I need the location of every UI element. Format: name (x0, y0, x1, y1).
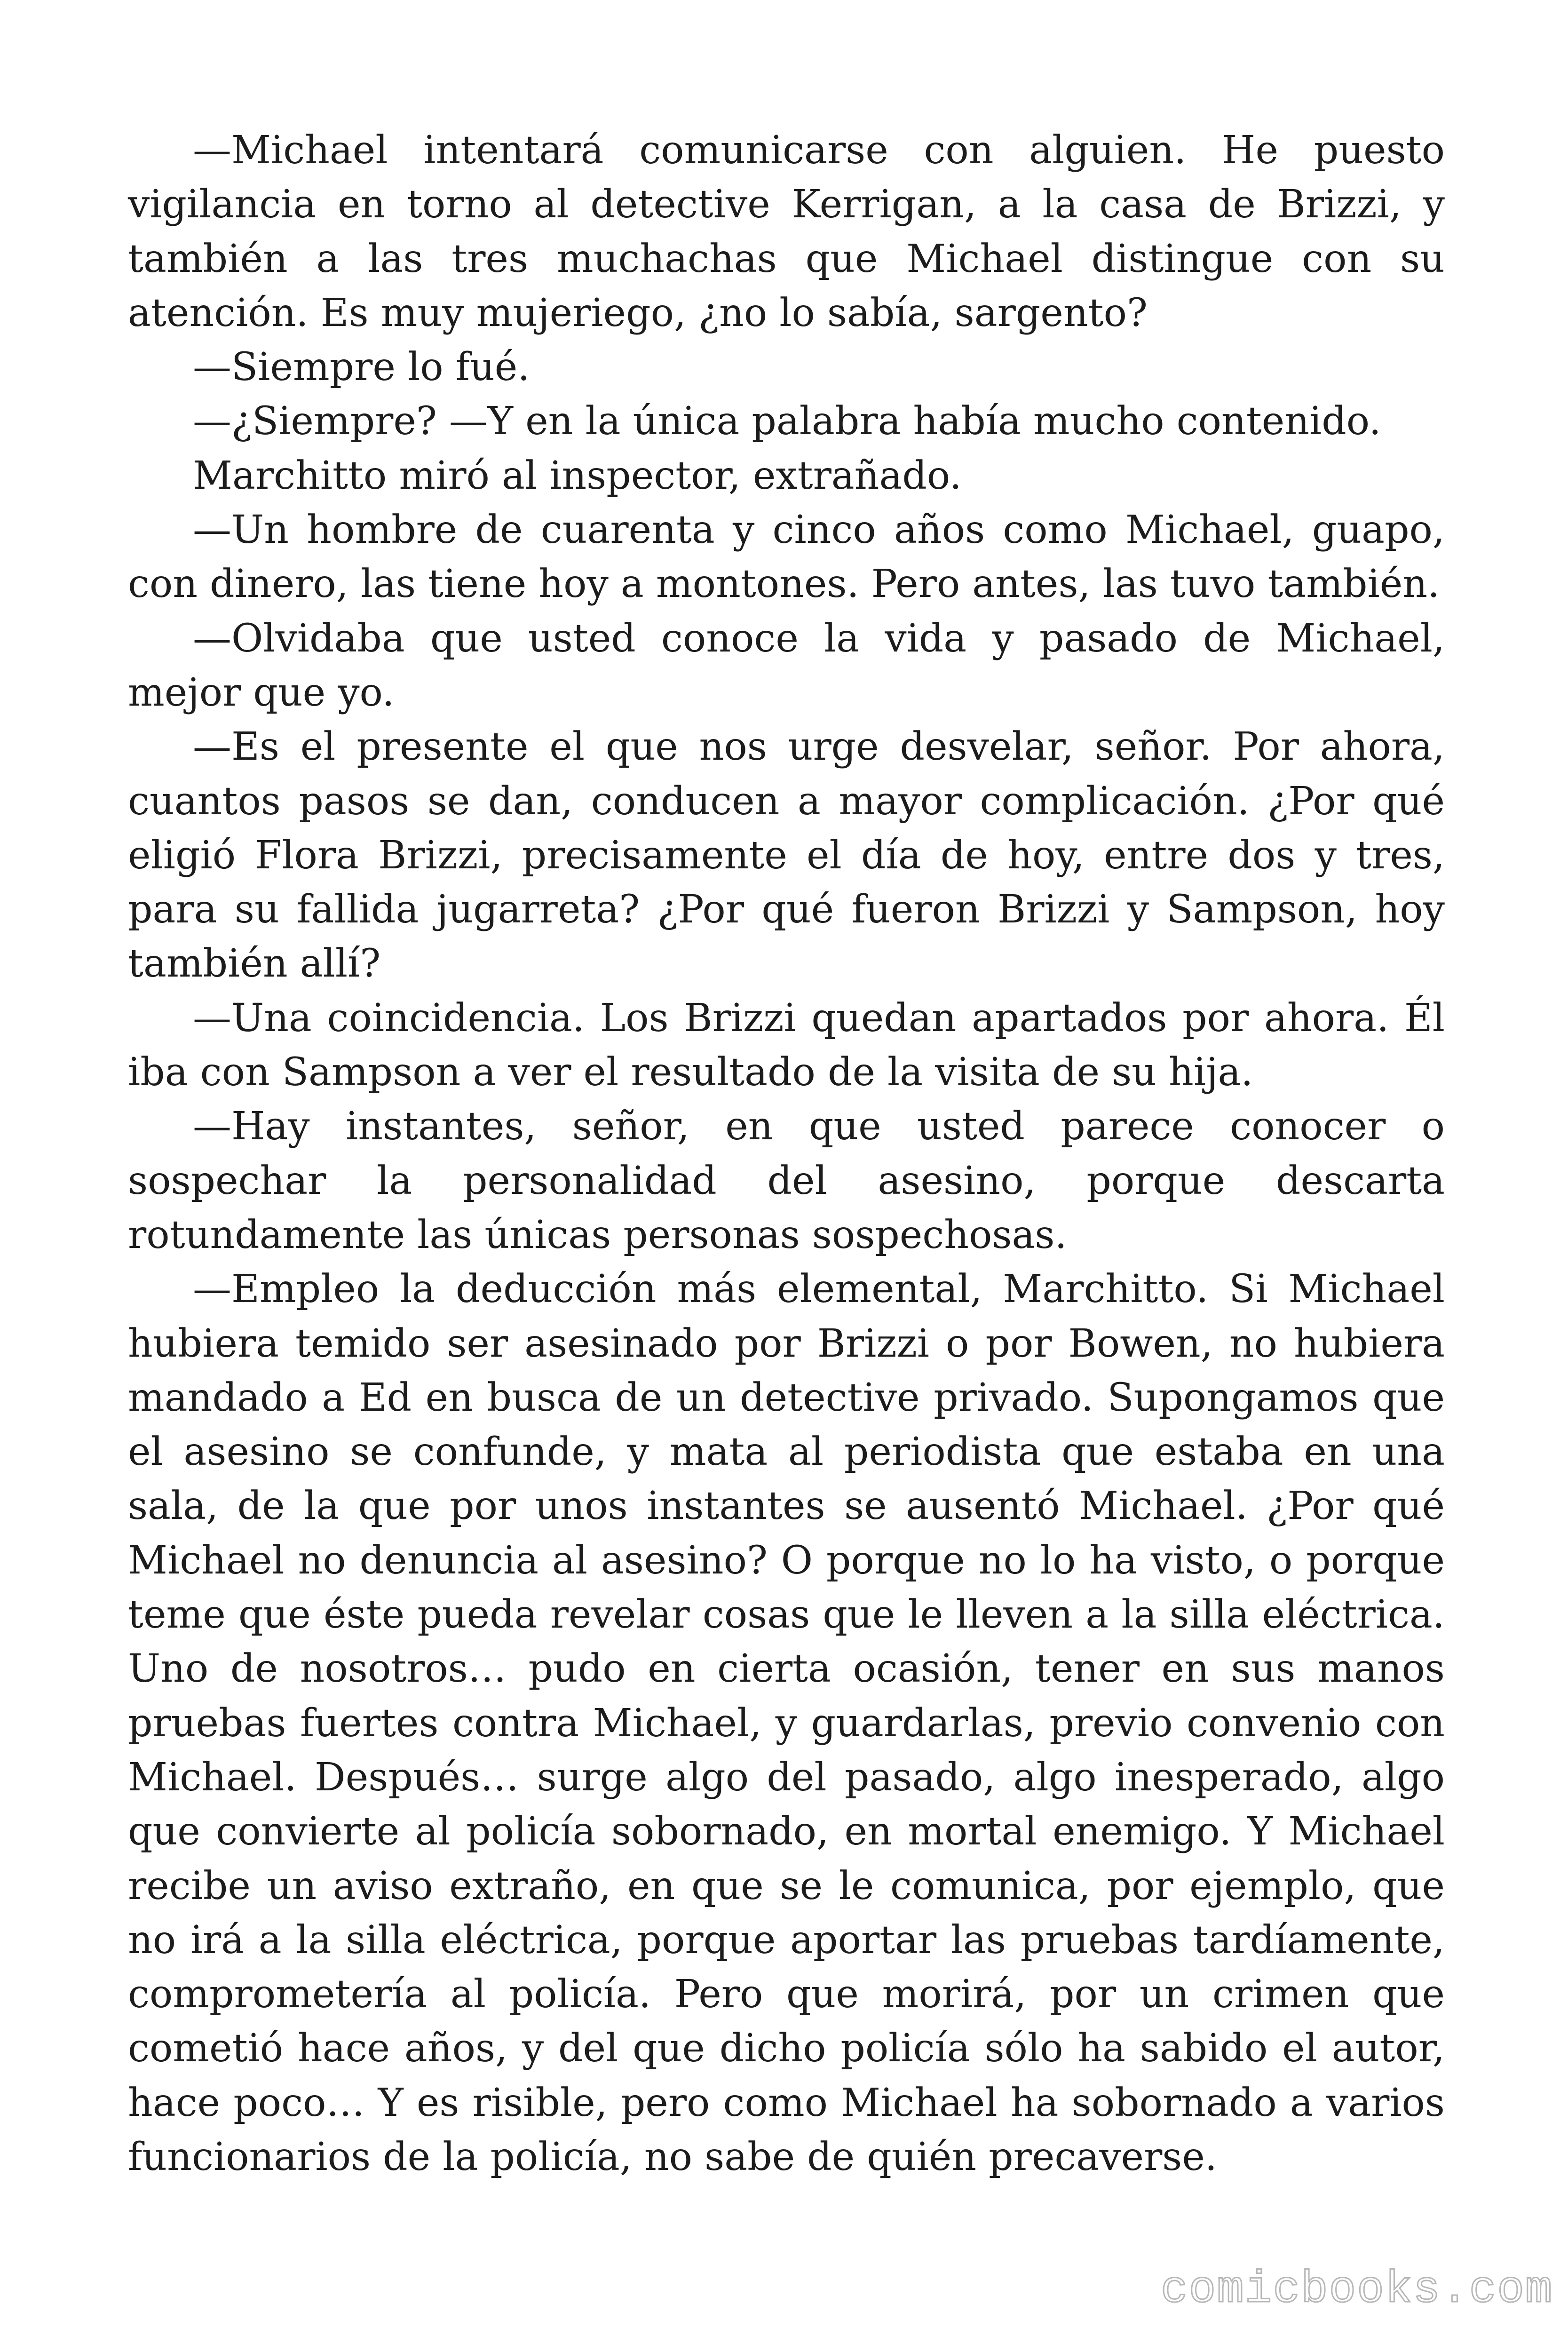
paragraph-3: —¿Siempre? —Y en la única palabra había mucho contenido. (193, 399, 1381, 444)
paragraph-9: —Hay instantes, señor, en que usted parece conocer o sospechar la personalidad del asesino, porque descarta rotundamente las únicas personas sospechosas. (128, 1104, 1445, 1257)
paragraph-8: —Una coincidencia. Los Brizzi quedan apartados por ahora. Él iba con Sampson a ver el resultado de la visita de su hija. (128, 995, 1445, 1095)
paragraph-5: —Un hombre de cuarenta y cinco años como Michael, guapo, con dinero, las tiene hoy a montones. Pero antes, las tuvo también. (128, 508, 1445, 607)
paragraph-2: —Siempre lo fué. (193, 345, 530, 390)
body-text (128, 123, 1445, 2184)
paragraph-1: —Michael intentará comunicarse con alguien. He puesto vigilancia en torno al detective Kerrigan, a la casa de Brizzi, y también a las tres muchachas que Michael distingue con su atención. Es muy mujeriego, ¿no lo sabía, sargento? (128, 128, 1445, 335)
paragraph-4: Marchitto miró al inspector, extrañado. (193, 453, 962, 498)
paragraph-10: —Empleo la deducción más elemental, Marchitto. Si Michael hubiera temido ser asesinado por Brizzi o por Bowen, no hubiera mandado a Ed en busca de un detective privado. Supongamos que el asesino se confunde, y mata al periodista que estaba en una sala, de la que por unos instantes se ausentó Michael. ¿Por qué Michael no denuncia al asesino? O porque no lo ha visto, o porque teme que éste pueda revelar cosas que le lleven a la silla eléctrica. Uno de nosotros… pudo en cierta ocasión, tener en sus manos pruebas fuertes contra Michael, y guardarlas, previo convenio con Michael. Después… surge algo del pasado, algo inesperado, algo que convierte al policía sobornado, en mortal enemigo. Y Michael recibe un aviso extraño, en que se le comunica, por ejemplo, que no irá a la silla eléctrica, porque aportar las pruebas tardíamente, comprometería al policía. Pero que morirá, por un crimen que cometió hace años, y del que dicho policía sólo ha sabido el autor, hace poco… Y es risible, pero como Michael ha sobornado a varios funcionarios de la policía, no sabe de quién precaverse. (128, 1267, 1445, 2179)
paragraph-6: —Olvidaba que usted conoce la vida y pasado de Michael, mejor que yo. (128, 616, 1445, 715)
watermark: comicbooks.com (1161, 2264, 1553, 2315)
paragraph-7: —Es el presente el que nos urge desvelar, señor. Por ahora, cuantos pasos se dan, conducen a mayor complicación. ¿Por qué eligió Flora Brizzi, precisamente el día de hoy, entre dos y tres, para su fallida jugarreta? ¿Por qué fueron Brizzi y Sampson, hoy también allí? (128, 724, 1445, 986)
